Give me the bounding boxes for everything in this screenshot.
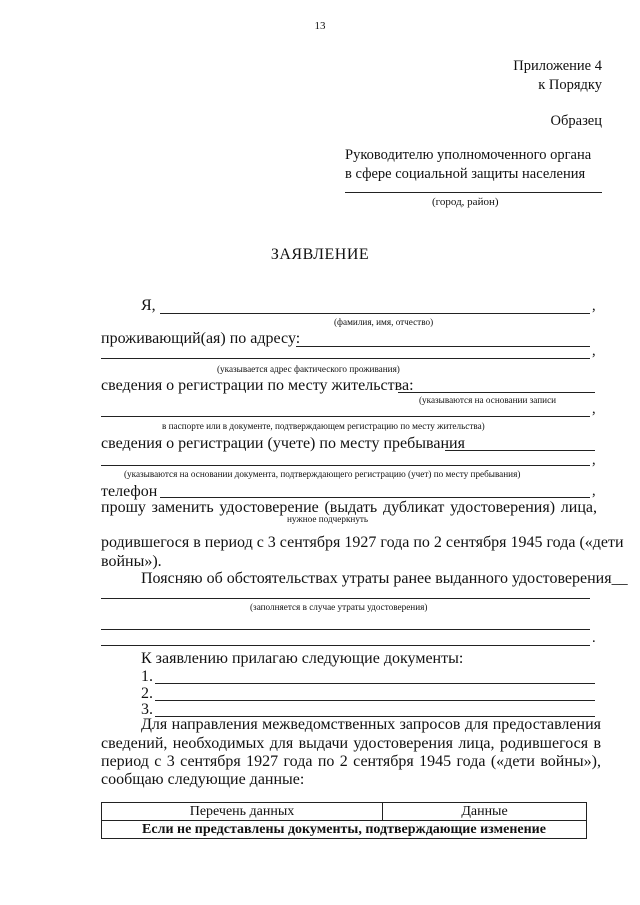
comma: ,: [592, 483, 596, 499]
stay-field-1[interactable]: [445, 450, 595, 451]
appendix-label: Приложение 4: [513, 58, 602, 74]
order-label: к Порядку: [538, 77, 602, 93]
period: .: [592, 630, 596, 646]
table-header-row: [102, 803, 586, 820]
attach-item-3-number: 3.: [141, 701, 153, 718]
attach-label: К заявлению прилагаю следующие документы:: [141, 650, 464, 667]
stay-hint: (указываются на основании документа, подтверждающего регистрацию (учет) по месту пребывания): [124, 469, 521, 479]
attach-item-1-field[interactable]: [155, 683, 595, 684]
loss-hint: (заполняется в случае утраты удостоверения): [250, 602, 428, 612]
comma: ,: [592, 298, 596, 314]
city-field-line[interactable]: [345, 192, 602, 193]
request-line: прошу заменить удостоверение (выдать дубликат удостоверения) лица,: [101, 499, 597, 516]
i-label: Я,: [141, 297, 156, 314]
table-section-title: Если не представлены документы, подтверждающие изменение: [142, 821, 546, 837]
table-header-data: Данные: [382, 803, 586, 820]
born-line-2: войны»).: [101, 553, 162, 570]
stay-field-2[interactable]: [101, 465, 590, 466]
explain-line: Поясняю об обстоятельствах утраты ранее выданного удостоверения__: [141, 570, 628, 587]
table-header-list: Перечень данных: [189, 803, 295, 819]
paragraph-line-1: Для направления межведомственных запросов для предоставления: [141, 716, 601, 733]
phone-field[interactable]: [160, 497, 590, 498]
stay-label: сведения о регистрации (учете) по месту пребывания: [101, 435, 465, 452]
paragraph-line-4: сообщаю следующие данные:: [101, 771, 305, 788]
phone-label: телефон: [101, 483, 158, 500]
registration-field-2[interactable]: [101, 416, 590, 417]
registration-hint-1: (указываются на основании записи: [419, 395, 557, 405]
data-table: [101, 802, 587, 839]
paragraph-line-2: сведений, необходимых для выдачи удостоверения лица, родившегося в: [101, 735, 601, 752]
attach-item-2-number: 2.: [141, 685, 153, 702]
address-field-2[interactable]: [101, 358, 590, 359]
page-number: 13: [314, 20, 326, 32]
loss-field-2[interactable]: [101, 629, 590, 630]
addressee-line-2: в сфере социальной защиты населения: [345, 166, 586, 182]
comma: ,: [592, 343, 596, 359]
registration-hint-2: в паспорте или в документе, подтверждающем регистрацию по месту жительства): [162, 421, 485, 431]
registration-field-1[interactable]: [398, 392, 595, 393]
paragraph-line-3: период с 3 сентября 1927 года по 2 сентября 1945 года («дети войны»),: [101, 753, 601, 770]
sample-label: Образец: [550, 113, 602, 129]
addressee-line-1: Руководителю уполномоченного органа: [345, 147, 592, 163]
address-hint: (указывается адрес фактического проживания): [217, 364, 400, 374]
comma: ,: [592, 452, 596, 468]
residing-label: проживающий(ая) по адресу:: [101, 330, 301, 347]
attach-item-1-number: 1.: [141, 668, 153, 685]
address-field-1[interactable]: [296, 346, 590, 347]
registration-label: сведения о регистрации по месту жительства:: [101, 377, 414, 394]
loss-field-1[interactable]: [101, 598, 590, 599]
name-hint: (фамилия, имя, отчество): [334, 317, 434, 327]
full-name-field[interactable]: [160, 313, 590, 314]
underline-hint: нужное подчеркнуть: [287, 514, 369, 524]
born-line-1: родившегося в период с 3 сентября 1927 года по 2 сентября 1945 года («дети: [101, 534, 624, 551]
document-title: ЗАЯВЛЕНИЕ: [270, 246, 370, 263]
comma: ,: [592, 401, 596, 417]
loss-field-3[interactable]: [101, 645, 590, 646]
city-hint: (город, район): [432, 196, 499, 208]
attach-item-2-field[interactable]: [155, 700, 595, 701]
table-section-row: [102, 820, 586, 838]
